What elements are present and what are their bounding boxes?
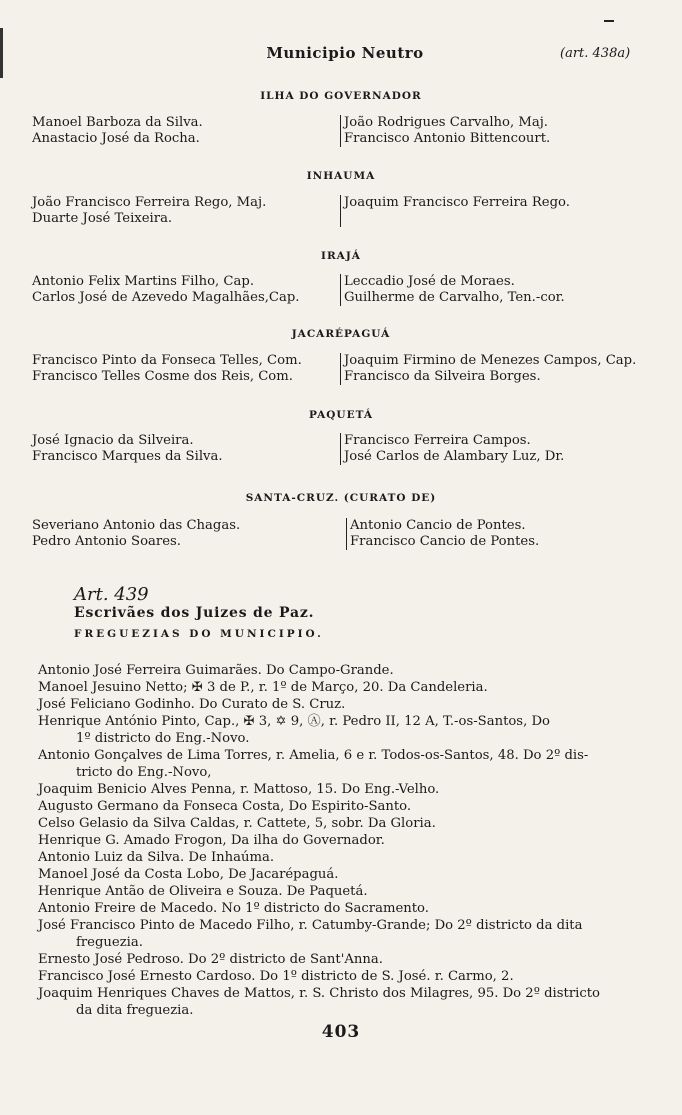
print-mark <box>604 20 614 22</box>
section-title-santa-cruz: SANTA-CRUZ. (CURATO DE) <box>245 492 437 504</box>
list-item <box>38 747 668 781</box>
section-right-column <box>346 518 539 550</box>
name-line: Francisco Ferreira Campos. <box>344 433 531 448</box>
section-left-column <box>32 433 223 465</box>
list-item <box>38 849 668 866</box>
article-title: Escrivães dos Juizes de Paz. <box>74 605 315 621</box>
name-line: Joaquim Firmino de Menezes Campos, Cap. <box>344 353 637 368</box>
section-title-ilha-do-governador: ILHA DO GOVERNADOR <box>260 90 422 102</box>
section-left-column <box>32 195 266 227</box>
list-item-text: Antonio Luiz da Silva. De Inhaúma. <box>38 850 275 865</box>
list-item-text: José Francisco Pinto de Macedo Filho, r. Catumby-Grande; Do 2º districto da dita <box>38 918 583 933</box>
list-item-text: Ernesto José Pedroso. Do 2º districto de Sant'Anna. <box>38 952 383 967</box>
section-title-iraja: IRAJÁ <box>321 250 361 262</box>
name-line: Leccadio José de Moraes. <box>344 274 515 289</box>
list-item <box>38 917 668 951</box>
list-item-text: Manoel Jesuino Netto; ✠ 3 de P., r. 1º de Março, 20. Da Candeleria. <box>38 680 488 695</box>
name-line: Pedro Antonio Soares. <box>32 534 181 549</box>
section-title-paqueta: PAQUETÁ <box>309 409 373 421</box>
section-left-column <box>32 353 302 385</box>
entry-list <box>38 662 668 1019</box>
list-item <box>38 679 668 696</box>
section-title-jacarepagua: JACARÉPAGUÁ <box>291 328 391 340</box>
section-right-column <box>340 353 636 385</box>
list-item-text: Henrique Antão de Oliveira e Souza. De Paquetá. <box>38 884 368 899</box>
section-right-column <box>340 195 570 227</box>
name-line: Francisco Cancio de Pontes. <box>350 534 540 549</box>
list-item <box>38 662 668 679</box>
list-item <box>38 968 668 985</box>
section-left-column <box>32 518 240 550</box>
name-line: Antonio Cancio de Pontes. <box>350 518 526 533</box>
article-number: Art. 439 <box>74 584 149 605</box>
name-line: Francisco Pinto da Fonseca Telles, Com. <box>32 353 302 368</box>
name-line: Manoel Barboza da Silva. <box>32 115 203 130</box>
list-item-continuation: da dita freguezia. <box>76 1003 194 1018</box>
list-item <box>38 900 668 917</box>
list-item <box>38 815 668 832</box>
list-item-text: Antonio José Ferreira Guimarães. Do Campo-Grande. <box>38 663 394 678</box>
list-item <box>38 781 668 798</box>
list-item-continuation: freguezia. <box>76 935 143 950</box>
list-item <box>38 696 668 713</box>
name-line: Duarte José Teixeira. <box>32 211 173 226</box>
name-line: João Francisco Ferreira Rego, Maj. <box>32 195 267 210</box>
list-item-continuation: 1º districto do Eng.-Novo. <box>76 731 250 746</box>
name-line: João Rodrigues Carvalho, Maj. <box>344 115 549 130</box>
name-line: Francisco da Silveira Borges. <box>344 369 541 384</box>
list-item-text: Henrique G. Amado Frogon, Da ilha do Governador. <box>38 833 385 848</box>
section-left-column <box>32 115 203 147</box>
name-line: Guilherme de Carvalho, Ten.-cor. <box>344 290 565 305</box>
name-line: José Carlos de Alambary Luz, Dr. <box>344 449 565 464</box>
name-line: Francisco Telles Cosme dos Reis, Com. <box>32 369 293 384</box>
name-line: Antonio Felix Martins Filho, Cap. <box>32 274 255 289</box>
section-right-column <box>340 274 565 306</box>
list-item-text: José Feliciano Godinho. Do Curato de S. Cruz. <box>38 697 346 712</box>
list-item-text: Henrique António Pinto, Cap., ✠ 3, ✡ 9, Ⓐ, r. Pedro II, 12 A, T.-os-Santos, Do <box>38 714 550 729</box>
name-line: Carlos José de Azevedo Magalhães,Cap. <box>32 290 300 305</box>
page-header-ref: (art. 438a) <box>560 46 631 61</box>
name-line: Francisco Marques da Silva. <box>32 449 223 464</box>
list-item-text: Celso Gelasio da Silva Caldas, r. Cattete, 5, sobr. Da Gloria. <box>38 816 436 831</box>
name-line: Anastacio José da Rocha. <box>32 131 200 146</box>
list-item-text: Augusto Germano da Fonseca Costa, Do Espirito-Santo. <box>38 799 412 814</box>
section-left-column <box>32 274 300 306</box>
list-item <box>38 866 668 883</box>
list-item-text: Antonio Freire de Macedo. No 1º districto do Sacramento. <box>38 901 429 916</box>
name-line: Joaquim Francisco Ferreira Rego. <box>344 195 570 210</box>
list-item <box>38 985 668 1019</box>
section-title-inhauma: INHAUMA <box>306 170 376 182</box>
list-item-continuation: tricto do Eng.-Novo, <box>76 765 212 780</box>
list-item <box>38 832 668 849</box>
list-item-text: Manoel José da Costa Lobo, De Jacarépaguá. <box>38 867 339 882</box>
list-item <box>38 883 668 900</box>
name-line: Severiano Antonio das Chagas. <box>32 518 241 533</box>
binding-edge-mark <box>0 28 3 78</box>
name-line: José Ignacio da Silveira. <box>32 433 194 448</box>
name-line: Francisco Antonio Bittencourt. <box>344 131 551 146</box>
article-subtitle: FREGUEZIAS DO MUNICIPIO. <box>74 628 324 640</box>
page-number: 403 <box>321 1022 361 1042</box>
section-right-column <box>340 433 564 465</box>
list-item <box>38 798 668 815</box>
section-right-column <box>340 115 550 147</box>
list-item <box>38 713 668 747</box>
page-header-title: Municipio Neutro <box>266 44 424 62</box>
list-item-text: Joaquim Henriques Chaves de Mattos, r. S. Christo dos Milagres, 95. Do 2º districto <box>38 986 600 1001</box>
list-item-text: Joaquim Benicio Alves Penna, r. Mattoso, 15. Do Eng.-Velho. <box>38 782 440 797</box>
list-item <box>38 951 668 968</box>
list-item-text: Francisco José Ernesto Cardoso. Do 1º districto de S. José. r. Carmo, 2. <box>38 969 514 984</box>
list-item-text: Antonio Gonçalves de Lima Torres, r. Amelia, 6 e r. Todos-os-Santos, 48. Do 2º dis- <box>38 748 589 763</box>
blank-line <box>344 211 570 227</box>
